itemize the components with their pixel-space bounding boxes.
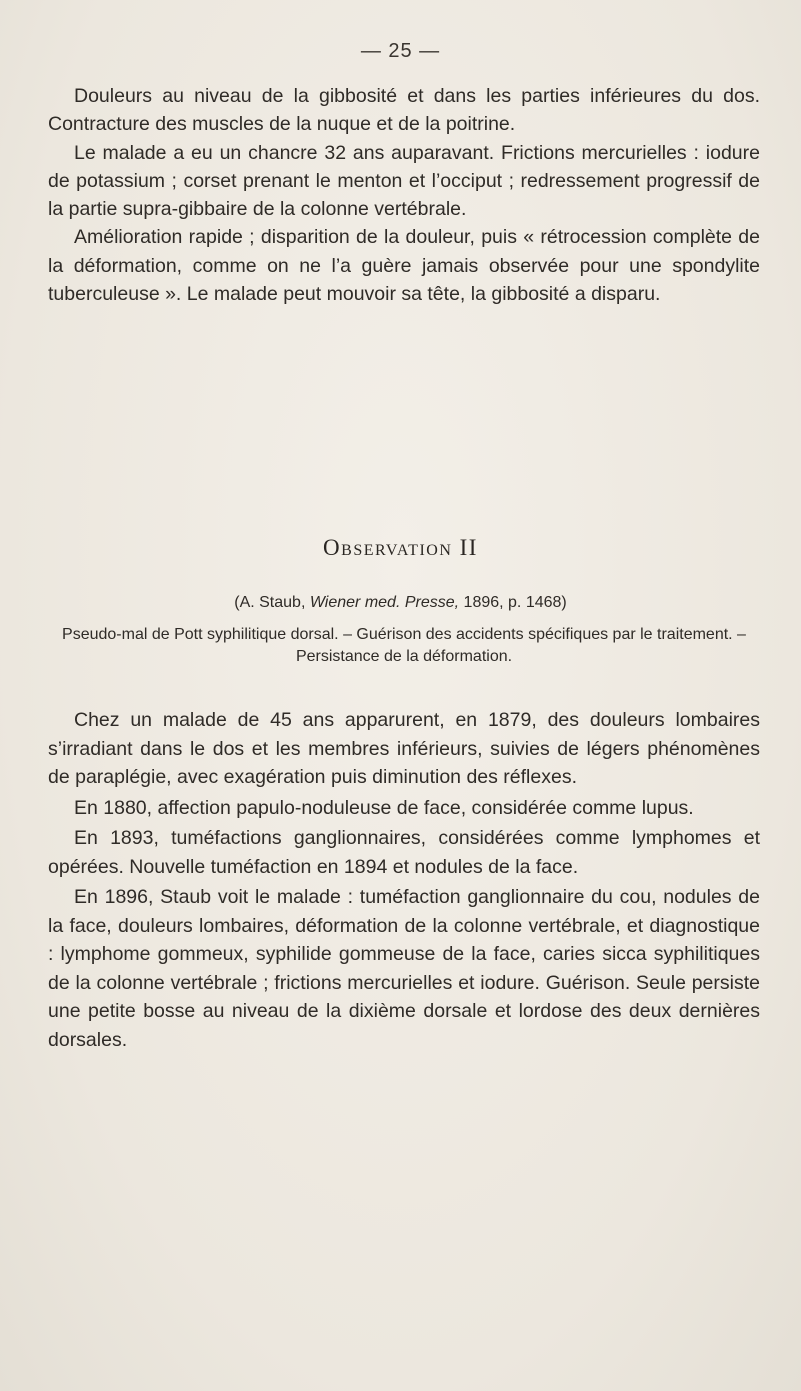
reference-page: 1896, p. 1468) (463, 594, 567, 611)
observation-title: Observation II (323, 535, 478, 560)
observation-paragraph-3: En 1893, tuméfactions ganglionnaires, considérées comme lymphomes et opérées. Nouvelle tuméfaction en 1894 et nodules de la face. (48, 827, 760, 878)
observation-paragraph-2: En 1880, affection papulo-noduleuse de face, considérée comme lupus. (74, 796, 694, 819)
intro-paragraph-2: Le malade a eu un chancre 32 ans auparavant. Frictions mercurielles : iodure de potassium ; corset prenant le menton et l’occiput ; redressement progressif de la partie supra-gibbaire de la colonne vertébrale. (48, 141, 760, 221)
reference-journal: Wiener med. Presse, (309, 594, 460, 611)
observation-paragraph-1: Chez un malade de 45 ans apparurent, en 1879, des douleurs lombaires s’irradiant dans le dos et les membres inférieurs, suivies de légers phénomènes de paraplégie, avec exagération puis diminution des réflexes. (48, 709, 760, 788)
intro-paragraph-3: Amélioration rapide ; disparition de la douleur, puis « rétrocession complète de la déformation, comme on ne l’a guère jamais observée pour une spondylite tuberculeuse ». Le malade peut mouvoir sa tête, la gibbosité a disparu. (48, 226, 760, 306)
page-number: — 25 — (360, 40, 441, 62)
observation-reference (0, 594, 801, 612)
observation-text (48, 706, 760, 1056)
intro-paragraph-1: Douleurs au niveau de la gibbosité et dans les parties inférieures du dos. Contracture des muscles de la nuque et de la poitrine. (48, 85, 760, 136)
intro-text (48, 82, 760, 308)
reference-author: (A. Staub, (234, 594, 306, 611)
observation-summary: Pseudo-mal de Pott syphilitique dorsal. – Guérison des accidents spécifiques par le traitement. – Persistance de la déformation. (62, 626, 746, 665)
observation-paragraph-4: En 1896, Staub voit le malade : tuméfaction ganglionnaire du cou, nodules de la face, douleurs lombaires, déformation de la colonne vertébrale, et diagnostique : lymphome gommeux, syphilide gommeuse de la face, caries sicca syphilitiques de la colonne vertébrale ; frictions mercurielles et iodure. Guérison. Seule persiste une petite bosse au niveau de la dixième dorsale et lordose des deux dernières dorsales. (48, 886, 760, 1051)
